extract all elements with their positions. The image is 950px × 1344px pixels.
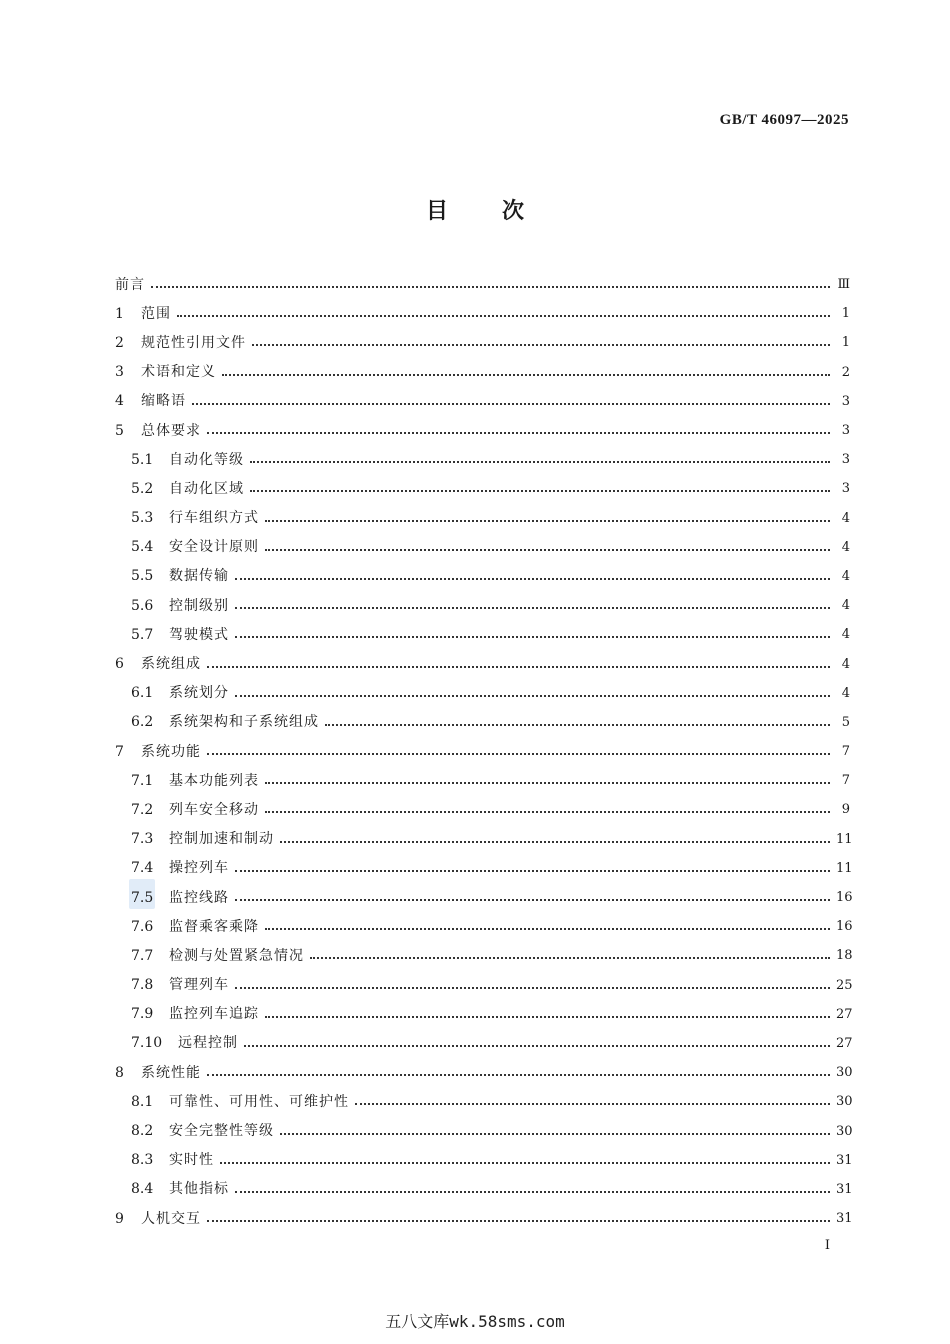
toc-entry-page: 7 (841, 744, 850, 760)
toc-entry[interactable] (115, 504, 850, 533)
toc-entry-label: 检测与处置紧急情况 (169, 947, 304, 964)
watermark-text: 五八文库wk.58sms.com (385, 1312, 565, 1331)
toc-dot-leader (235, 578, 830, 580)
toc-entry-label: 范围 (141, 305, 171, 322)
toc-entry-number: 6.1 (131, 685, 154, 702)
toc-entry[interactable] (115, 562, 850, 591)
toc-dot-leader (192, 403, 830, 405)
toc-entry-number: 8.1 (131, 1093, 154, 1110)
toc-entry-number: 7.8 (131, 977, 154, 994)
toc-dot-leader (265, 549, 830, 551)
toc-entry[interactable] (115, 1116, 853, 1145)
toc-entry[interactable] (115, 270, 850, 299)
toc-dot-leader (222, 374, 830, 376)
toc-dot-leader (265, 1016, 830, 1018)
toc-entry[interactable] (115, 1000, 853, 1029)
toc-entry-label: 操控列车 (169, 860, 229, 877)
toc-entry[interactable] (115, 737, 850, 766)
toc-entry-page: 25 (836, 977, 853, 993)
toc-entry[interactable] (115, 358, 850, 387)
toc-entry[interactable] (115, 679, 850, 708)
toc-entry-page: 2 (841, 364, 850, 380)
toc-entry[interactable] (115, 649, 850, 678)
toc-entry[interactable] (115, 591, 850, 620)
toc-dot-leader (265, 782, 830, 784)
toc-entry[interactable] (115, 1087, 853, 1116)
standard-number: GB/T 46097—2025 (719, 112, 849, 128)
toc-entry-label: 管理列车 (169, 977, 229, 994)
toc-entry-label: 规范性引用文件 (141, 334, 246, 351)
toc-dot-leader (310, 957, 830, 959)
toc-dot-leader (265, 928, 830, 930)
toc-entry[interactable] (115, 1146, 853, 1175)
toc-entry[interactable] (115, 416, 850, 445)
toc-entry-page: Ⅲ (837, 277, 850, 293)
toc-entry[interactable] (115, 941, 853, 970)
toc-entry-number: 7.7 (131, 947, 154, 964)
toc-entry-number: 9 (115, 1210, 124, 1227)
toc-entry-number: 5.3 (131, 510, 154, 527)
toc-entry-page: 9 (841, 802, 850, 818)
toc-dot-leader (207, 432, 830, 434)
toc-entry-number: 7 (115, 743, 124, 760)
toc-entry-number: 5 (115, 422, 124, 439)
toc-entry-page: 18 (836, 948, 853, 964)
toc-entry-label: 术语和定义 (141, 364, 216, 381)
toc-entry-label: 自动化区域 (169, 480, 244, 497)
toc-entry[interactable] (115, 883, 853, 912)
toc-entry-page: 3 (841, 481, 850, 497)
toc-entry-label: 安全设计原则 (169, 539, 259, 556)
toc-entry-label: 系统功能 (141, 743, 201, 760)
toc-entry-page: 27 (836, 1035, 853, 1051)
toc-entry-number: 7.3 (131, 831, 154, 848)
toc-entry-page: 4 (841, 568, 850, 584)
toc-entry[interactable] (115, 387, 850, 416)
toc-entry-label: 自动化等级 (169, 451, 244, 468)
toc-entry-label: 人机交互 (141, 1210, 201, 1227)
toc-entry-page: 4 (841, 539, 850, 555)
toc-entry-number: 5.6 (131, 597, 154, 614)
toc-entry-number: 8.4 (131, 1181, 154, 1198)
toc-entry-number: 5.4 (131, 539, 154, 556)
toc-dot-leader (151, 286, 830, 288)
toc-dot-leader (207, 666, 830, 668)
toc-entry-label: 监控列车追踪 (169, 1006, 259, 1023)
toc-dot-leader (235, 899, 830, 901)
toc-dot-leader (177, 315, 830, 317)
toc-entry[interactable] (115, 445, 850, 474)
toc-entry-page: 5 (841, 714, 850, 730)
toc-entry[interactable] (115, 912, 853, 941)
toc-entry-number: 7.10 (131, 1035, 163, 1052)
toc-dot-leader (280, 1133, 830, 1135)
toc-entry-number: 8.2 (131, 1123, 154, 1140)
toc-entry[interactable] (115, 533, 850, 562)
toc-entry-label: 基本功能列表 (169, 772, 259, 789)
toc-entry-page: 4 (841, 685, 850, 701)
page-number: I (824, 1238, 830, 1253)
toc-entry-page: 11 (836, 831, 853, 847)
toc-entry-label: 其他指标 (169, 1181, 229, 1198)
toc-dot-leader (265, 811, 830, 813)
toc-entry[interactable] (115, 1204, 853, 1233)
toc-entry-label: 控制加速和制动 (169, 831, 274, 848)
toc-dot-leader (207, 1220, 830, 1222)
toc-entry-page: 11 (836, 860, 853, 876)
toc-entry-number: 6.2 (131, 714, 154, 731)
toc-dot-leader (250, 490, 830, 492)
page-title (0, 194, 950, 225)
toc-entry[interactable] (115, 474, 850, 503)
toc-entry[interactable] (115, 766, 850, 795)
toc-entry-page: 3 (841, 423, 850, 439)
toc-entry-number: 7.2 (131, 801, 154, 818)
toc-entry-label: 实时性 (169, 1152, 214, 1169)
toc-dot-leader (235, 607, 830, 609)
toc-dot-leader (252, 344, 830, 346)
toc-entry-page: 30 (836, 1094, 853, 1110)
toc-entry-page: 16 (836, 890, 853, 906)
toc-entry-label: 远程控制 (178, 1035, 238, 1052)
toc-entry-label: 监督乘客乘降 (169, 918, 259, 935)
title-part-2: 次 (502, 198, 525, 224)
toc-entry-label: 系统架构和子系统组成 (169, 714, 319, 731)
toc-dot-leader (220, 1162, 830, 1164)
toc-entry-number: 5.7 (131, 626, 154, 643)
toc-entry-number: 5.2 (131, 480, 154, 497)
toc-entry-number: 7.9 (131, 1006, 154, 1023)
toc-entry-label: 总体要求 (141, 422, 201, 439)
toc-dot-leader (235, 870, 830, 872)
toc-dot-leader (280, 841, 830, 843)
toc-entry[interactable] (115, 854, 853, 883)
toc-entry-label: 监控线路 (169, 889, 229, 906)
toc-entry-number: 2 (115, 334, 124, 351)
toc-dot-leader (325, 724, 830, 726)
toc-entry-page: 31 (836, 1152, 853, 1168)
toc-entry-label: 系统组成 (141, 656, 201, 673)
title-part-1: 目 (425, 198, 448, 224)
toc-entry[interactable] (115, 328, 850, 357)
toc-entry-page: 4 (841, 510, 850, 526)
toc-dot-leader (235, 695, 830, 697)
toc-entry-label: 驾驶模式 (169, 626, 229, 643)
toc-entry[interactable] (115, 708, 850, 737)
toc-dot-leader (207, 753, 830, 755)
toc-entry-number: 4 (115, 393, 124, 410)
toc-entry-label: 列车安全移动 (169, 801, 259, 818)
toc-entry-page: 27 (836, 1006, 853, 1022)
toc-entry-label: 可靠性、可用性、可维护性 (169, 1093, 349, 1110)
toc-entry-page: 3 (841, 452, 850, 468)
toc-entry-page: 3 (841, 393, 850, 409)
toc-entry-label: 系统划分 (169, 685, 229, 702)
toc-entry-label: 缩略语 (141, 393, 186, 410)
toc-entry-page: 30 (836, 1123, 853, 1139)
toc-entry-page: 4 (841, 627, 850, 643)
toc-entry-number: 5.1 (131, 451, 154, 468)
toc-dot-leader (207, 1074, 830, 1076)
toc-dot-leader (235, 987, 830, 989)
toc-entry-page: 16 (836, 919, 853, 935)
toc-entry-page: 4 (841, 656, 850, 672)
toc-dot-leader (250, 461, 830, 463)
toc-entry-number: 6 (115, 656, 124, 673)
toc-dot-leader (355, 1103, 830, 1105)
toc-entry-number: 7.1 (131, 772, 154, 789)
toc-entry-number: 1 (115, 305, 124, 322)
toc-entry-number: 7.6 (131, 918, 154, 935)
toc-entry[interactable] (115, 795, 850, 824)
toc-entry-label: 安全完整性等级 (169, 1123, 274, 1140)
toc-entry-number: 7.5 (131, 889, 154, 906)
toc-entry[interactable] (115, 1058, 853, 1087)
toc-entry-page: 4 (841, 598, 850, 614)
toc-entry-page: 31 (836, 1211, 853, 1227)
toc-entry-page: 30 (836, 1065, 853, 1081)
toc-entry-number: 7.4 (131, 860, 154, 877)
toc-entry-page: 31 (836, 1181, 853, 1197)
toc-dot-leader (244, 1045, 830, 1047)
toc-entry[interactable] (115, 1175, 853, 1204)
toc-entry[interactable] (115, 1029, 853, 1058)
toc-dot-leader (265, 520, 830, 522)
toc-dot-leader (235, 636, 830, 638)
toc-entry-number: 8 (115, 1064, 124, 1081)
toc-entry-page: 7 (841, 773, 850, 789)
toc-entry[interactable] (115, 971, 853, 1000)
toc-entry[interactable] (115, 825, 853, 854)
toc-entry-number: 8.3 (131, 1152, 154, 1169)
toc-entry-label: 前言 (115, 276, 145, 293)
toc-dot-leader (235, 1191, 830, 1193)
toc-entry-number: 5.5 (131, 568, 154, 585)
toc-entry-number: 3 (115, 364, 124, 381)
table-of-contents (115, 270, 853, 1233)
toc-entry[interactable] (115, 299, 850, 328)
toc-entry-page: 1 (841, 335, 850, 351)
toc-entry-label: 控制级别 (169, 597, 229, 614)
toc-entry-label: 数据传输 (169, 568, 229, 585)
toc-entry[interactable] (115, 620, 850, 649)
toc-entry-page: 1 (841, 306, 850, 322)
toc-entry-label: 系统性能 (141, 1064, 201, 1081)
toc-entry-label: 行车组织方式 (169, 510, 259, 527)
